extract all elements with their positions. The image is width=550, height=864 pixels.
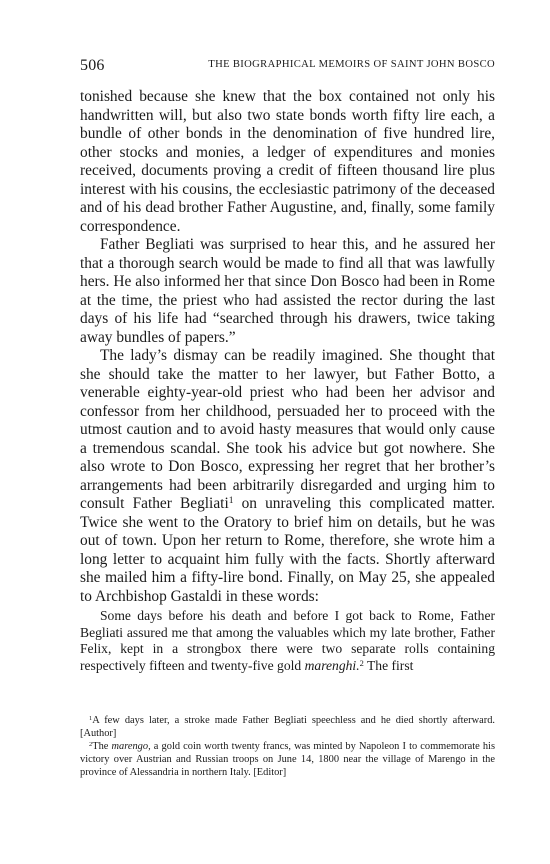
footnotes bbox=[80, 714, 495, 779]
footnote-reference-2: 2 bbox=[359, 657, 364, 668]
page-number: 506 bbox=[80, 57, 105, 74]
quote-paragraph bbox=[80, 608, 495, 674]
footnote-2-marker: 2 bbox=[89, 740, 93, 748]
block-quote bbox=[80, 608, 495, 674]
footnote-1 bbox=[80, 714, 495, 740]
body-paragraph-2: Father Begliati was surprised to hear this, and he assured her that a thorough search would be made to find all that was lawfully hers. He also informed her that since Don Bosco had been in Rome at the time, the priest who had assisted the rector during the last days of his life had “searched through his drawers, twice taking away bundles of papers.” bbox=[80, 236, 495, 346]
quote-text-start: Some days before his death and before I got back to Rome, Father Begliati assured me that among the valuables which my late brother, Father Felix, kept in a strongbox there were two separate rolls containing respectively fifteen and twenty-five gold bbox=[80, 608, 495, 673]
quote-italic-word: marenghi. bbox=[304, 657, 360, 673]
body-paragraph-3 bbox=[80, 347, 495, 606]
body-text bbox=[80, 88, 495, 606]
footnote-1-marker: 1 bbox=[89, 714, 93, 722]
quote-text-end: The first bbox=[363, 657, 414, 673]
footnote-reference-1: 1 bbox=[228, 495, 234, 507]
paragraph-3-text-end: on unraveling this complicated matter. Twice she went to the Oratory to brief him on details, but he was out of town. Upon her return to Rome, therefore, she wrote him a long letter to acquaint him fully with the facts. Shortly afterward she mailed him a fifty-lire bond. Finally, on May 25, she appealed to Archbishop Gastaldi in these words: bbox=[80, 495, 496, 605]
footnote-2-italic-word: marengo, bbox=[111, 741, 151, 752]
footnote-2-text-start: The bbox=[92, 741, 112, 752]
footnote-1-text: A few days later, a stroke made Father Begliati speechless and he died shortly afterward. [Author] bbox=[80, 715, 495, 739]
footnote-2-text-end: a gold coin worth twenty francs, was minted by Napoleon I to commemorate his victory over Austrian and Russian troops on June 14, 1800 near the village of Marengo in the province of Alessandria in northern Italy. [Editor] bbox=[80, 741, 495, 778]
footnote-2 bbox=[80, 740, 495, 779]
paragraph-3-text-start: The lady’s dismay can be readily imagined. She thought that she should take the matter to her lawyer, but Father Botto, a venerable eighty-year-old priest who had been her advisor and confessor from her childhood, persuaded her to proceed with the utmost caution and to avoid hasty measures that would only cause a tremendous scandal. She took his advice but got nowhere. She also wrote to Don Bosco, expressing her regret that her brother’s arrangements had been arbitrarily disregarded and urging him to consult Father Begliati bbox=[80, 347, 495, 512]
running-title: THE BIOGRAPHICAL MEMOIRS OF SAINT JOHN BOSCO bbox=[208, 59, 495, 70]
body-paragraph-1: tonished because she knew that the box contained not only his handwritten will, but also two state bonds worth fifty lire each, a bundle of other bonds in the denomination of five hundred lire, other stocks and monies, a ledger of expenditures and monies received, documents proving a credit of fifteen thousand lire plus interest with his cousins, the ecclesiastic patrimony of the deceased and of his dead brother Father Augustine, and, finally, some family correspondence. bbox=[80, 88, 495, 235]
page-header bbox=[80, 57, 495, 79]
